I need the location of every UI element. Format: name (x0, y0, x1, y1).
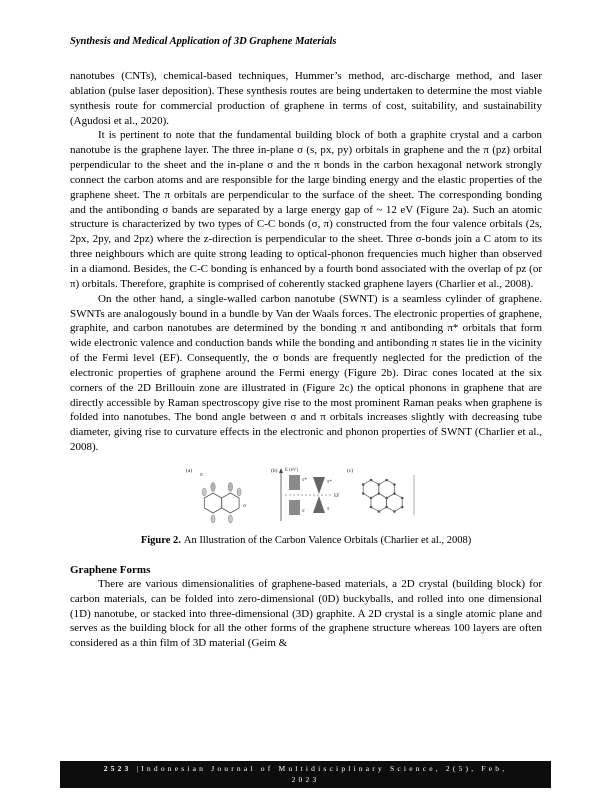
body-paragraph-1: nanotubes (CNTs), chemical-based techniques, Hummer’s method, arc-discharge method, and laser ablation (pulse laser deposition). These synthesis routes are being undertaken to determine the most viable synthesis route for commercial production of graphene in terms of cost, suitability, and sustainability (Agudosi et al., 2020). (70, 70, 542, 127)
figure-panel-c (347, 467, 414, 515)
footer-bar (60, 761, 551, 788)
figure-caption (70, 535, 542, 546)
figure-2 (70, 463, 542, 546)
footer-line-2: 2023 (291, 774, 320, 784)
section-heading-graphene-forms: Graphene Forms (70, 563, 151, 576)
footer-journal-name: Indonesian Journal of Multidisciplinary Science, 2(5), Feb, (141, 764, 508, 773)
figure-panel-a (186, 467, 246, 523)
svg-text:E (eV): E (eV) (285, 467, 298, 473)
body-paragraph-2: It is pertinent to note that the fundamental building block of both a graphite crystal and a carbon nanotube is the graphene layer. The three in-plane σ (s, px, py) orbitals in graphene and the π (pz) orbital perpendicular to the sheet and the in-plane σ and the π bonds in the carbon hexagonal network strongly connect the carbon atoms and are responsible for the large binding energy and the elastic properties of the graphene sheet. The π orbitals are perpendicular to the surface of the sheet. The corresponding bonding and the antibonding σ bands are separated by a large energy gap of ~ 12 eV (Figure 2a). Such an atomic structure is characterized by two types of C-C bonds (σ, π) constructed from the four valence orbitals (2s, 2px, 2py, and 2pz) where the z-direction is perpendicular to the sheet. Three σ-bonds join a C atom to its three neighbours which are quite strong leading to optical-phonon frequencies much higher than observed in a diamond. Besides, the C-C bonding is enhanced by a fourth bond associated with the overlap of pz (or π) orbitals. Therefore, graphite is comprised of coherently stacked graphene layers (Charlier et al., 2008). (70, 129, 542, 290)
running-header: Synthesis and Medical Application of 3D Graphene Materials (70, 36, 337, 47)
svg-text:π: π (200, 471, 203, 478)
footer-line-1 (66, 764, 545, 775)
page-content (70, 36, 542, 651)
figure-panel-b (271, 467, 340, 521)
footer-page-number: 2523 (103, 764, 132, 773)
figure-caption-text: An Illustration of the Carbon Valence Orbitals (Charlier et al., 2008) (183, 534, 472, 546)
svg-text:EF: EF (334, 493, 340, 499)
body-paragraph-3: On the other hand, a single-walled carbon nanotube (SWNT) is a seamless cylinder of graphene. SWNTs are analogously bound in a bundle by Van der Waals forces. The electronic properties of graphene, graphite, and carbon nanotubes are determined by the bonding π and antibonding π* orbitals that form wide electronic valence and conduction bands while the bonding and antibonding π states lie in the vicinity of the Fermi level (EF). Consequently, the σ bonds are frequently neglected for the prediction of the electronic properties of graphene around the Fermi energy (Figure 2b). Dirac cones located at the six corners of the 2D Brillouin zone are illustrated in (Figure 2c) the optical phonons in graphene that are directly accessible by Raman spectroscopy give rise to the most prominent Raman peaks when graphene is folded into nanotubes. The bond angle between σ and π orbitals increases slightly with decreasing tube diameter, giving rise to curvature effects in the electronic and phonon properties of SWNT (Charlier et al., 2008). (70, 292, 542, 454)
svg-text:σ*: σ* (302, 477, 307, 483)
svg-text:(c): (c) (347, 467, 354, 474)
svg-text:π*: π* (327, 479, 332, 485)
svg-text:π: π (327, 506, 330, 512)
figure-caption-label: Figure 2. (140, 534, 181, 546)
svg-text:σ: σ (302, 508, 305, 514)
svg-text:(a): (a) (186, 467, 193, 474)
body-paragraph-4: There are various dimensionalities of graphene-based materials, a 2D crystal (building block) for carbon materials, can be folded into zero-dimensional (0D) buckyballs, and rolled into one dimensional (1D) nanotube, or stacked into three-dimensional (3D) graphite. A 2D crystal is a single atomic plane and serves as the building block for all the other forms of the graphene structure whereas 100 layers are often considered as a thin film of 3D material (Geim & (70, 577, 542, 650)
footer-separator: | (136, 764, 142, 773)
svg-text:(b): (b) (271, 467, 278, 474)
svg-text:σ: σ (243, 502, 246, 509)
figure-2-image (181, 463, 431, 527)
